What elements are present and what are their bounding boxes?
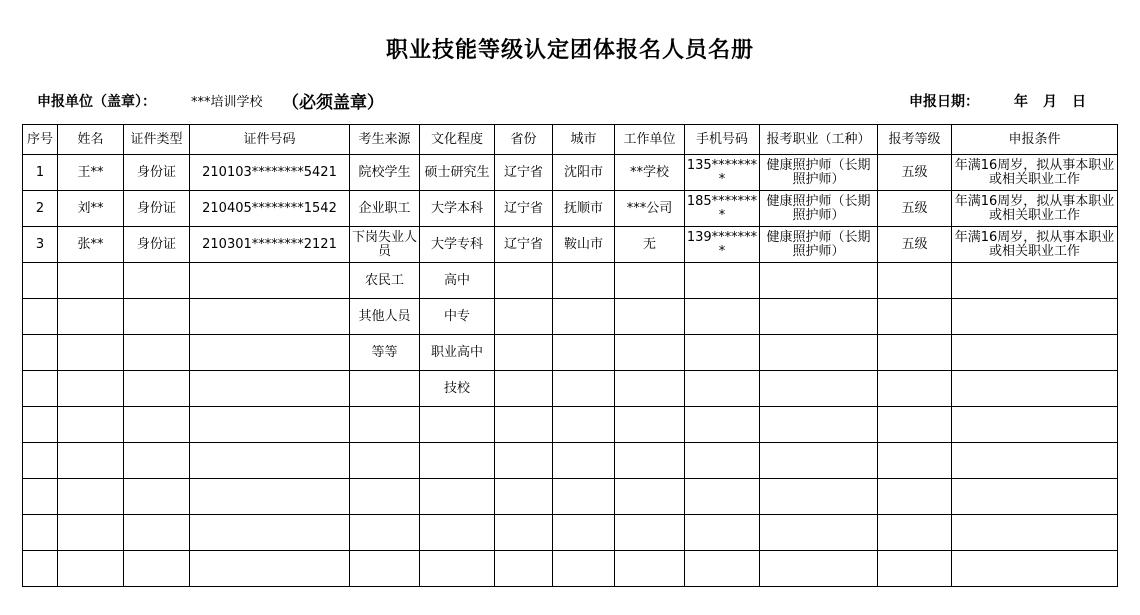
- cell-province: [495, 407, 553, 443]
- cell-province: [495, 443, 553, 479]
- cell-level: [878, 335, 952, 371]
- cell-id-type: [124, 371, 190, 407]
- cell-id-type: 身份证: [124, 155, 190, 191]
- cell-index: [23, 371, 58, 407]
- cell-education: [420, 479, 495, 515]
- cell-id-type: [124, 551, 190, 587]
- cell-occupation: [760, 371, 878, 407]
- cell-province: [495, 299, 553, 335]
- cell-education: 高中: [420, 263, 495, 299]
- cell-level: [878, 479, 952, 515]
- col-header-id-type: 证件类型: [124, 125, 190, 155]
- form-title: 职业技能等级认定团体报名人员名册: [385, 38, 754, 63]
- col-header-education: 文化程度: [420, 125, 495, 155]
- cell-employer: 无: [615, 227, 685, 263]
- cell-province: 辽宁省: [495, 191, 553, 227]
- cell-city: [553, 371, 615, 407]
- cell-phone: [685, 443, 760, 479]
- cell-name: [58, 407, 124, 443]
- cell-id-number: [190, 551, 350, 587]
- cell-conditions: 年满16周岁，拟从事本职业或相关职业工作: [952, 155, 1118, 191]
- cell-phone: [685, 335, 760, 371]
- cell-province: [495, 371, 553, 407]
- col-header-index: 序号: [23, 125, 58, 155]
- cell-level: 五级: [878, 191, 952, 227]
- cell-source: 院校学生: [350, 155, 420, 191]
- cell-employer: [615, 515, 685, 551]
- cell-province: [495, 479, 553, 515]
- cell-city: 抚顺市: [553, 191, 615, 227]
- table-row: [23, 155, 1118, 191]
- cell-city: 鞍山市: [553, 227, 615, 263]
- cell-source: 等等: [350, 335, 420, 371]
- cell-education: 技校: [420, 371, 495, 407]
- cell-phone: 135********: [685, 155, 760, 191]
- cell-city: [553, 335, 615, 371]
- cell-source: [350, 443, 420, 479]
- cell-level: [878, 515, 952, 551]
- cell-level: [878, 443, 952, 479]
- table-row: [23, 479, 1118, 515]
- cell-level: [878, 407, 952, 443]
- roster-table: [22, 124, 1118, 587]
- cell-source: 下岗失业人员: [350, 227, 420, 263]
- cell-id-number: [190, 371, 350, 407]
- cell-conditions: [952, 371, 1118, 407]
- cell-occupation: 健康照护师（长期照护师）: [760, 227, 878, 263]
- cell-province: [495, 335, 553, 371]
- cell-source: [350, 479, 420, 515]
- cell-conditions: [952, 443, 1118, 479]
- cell-occupation: [760, 335, 878, 371]
- roster-body: [23, 155, 1118, 587]
- cell-phone: [685, 371, 760, 407]
- cell-education: 大学本科: [420, 191, 495, 227]
- cell-id-number: 210103********5421: [190, 155, 350, 191]
- cell-employer: [615, 335, 685, 371]
- col-header-phone: 手机号码: [685, 125, 760, 155]
- table-row: [23, 443, 1118, 479]
- cell-conditions: [952, 299, 1118, 335]
- cell-id-number: [190, 299, 350, 335]
- cell-phone: 139********: [685, 227, 760, 263]
- cell-education: 大学专科: [420, 227, 495, 263]
- cell-education: 职业高中: [420, 335, 495, 371]
- table-row: [23, 551, 1118, 587]
- cell-conditions: [952, 515, 1118, 551]
- cell-id-number: [190, 407, 350, 443]
- cell-education: [420, 407, 495, 443]
- cell-city: [553, 551, 615, 587]
- stamp-required-note: （必须盖章）: [282, 93, 384, 113]
- col-header-id-number: 证件号码: [190, 125, 350, 155]
- table-row: [23, 515, 1118, 551]
- col-header-source: 考生来源: [350, 125, 420, 155]
- cell-education: 中专: [420, 299, 495, 335]
- cell-occupation: [760, 299, 878, 335]
- cell-province: 辽宁省: [495, 155, 553, 191]
- cell-employer: [615, 299, 685, 335]
- cell-employer: [615, 371, 685, 407]
- applicant-unit-label: 申报单位（盖章）：: [37, 94, 156, 110]
- cell-id-number: [190, 515, 350, 551]
- cell-education: [420, 443, 495, 479]
- cell-index: [23, 515, 58, 551]
- cell-index: 2: [23, 191, 58, 227]
- cell-phone: [685, 299, 760, 335]
- cell-city: [553, 515, 615, 551]
- apply-date-label: 申报日期：: [909, 94, 979, 110]
- date-month-label: 月: [1043, 94, 1057, 110]
- table-row: [23, 299, 1118, 335]
- cell-source: 其他人员: [350, 299, 420, 335]
- cell-source: [350, 407, 420, 443]
- cell-index: [23, 443, 58, 479]
- cell-employer: **学校: [615, 155, 685, 191]
- table-row: [23, 407, 1118, 443]
- col-header-employer: 工作单位: [615, 125, 685, 155]
- cell-source: [350, 371, 420, 407]
- cell-occupation: [760, 263, 878, 299]
- cell-id-type: [124, 263, 190, 299]
- cell-id-type: 身份证: [124, 227, 190, 263]
- cell-source: 农民工: [350, 263, 420, 299]
- cell-index: 3: [23, 227, 58, 263]
- cell-city: [553, 443, 615, 479]
- date-year-label: 年: [1014, 94, 1028, 110]
- cell-name: 刘**: [58, 191, 124, 227]
- cell-id-type: [124, 299, 190, 335]
- cell-employer: [615, 551, 685, 587]
- cell-id-number: [190, 479, 350, 515]
- cell-employer: ***公司: [615, 191, 685, 227]
- cell-conditions: 年满16周岁，拟从事本职业或相关职业工作: [952, 191, 1118, 227]
- cell-level: [878, 299, 952, 335]
- cell-occupation: [760, 407, 878, 443]
- cell-province: 辽宁省: [495, 227, 553, 263]
- cell-occupation: [760, 515, 878, 551]
- table-header-row: [23, 125, 1118, 155]
- cell-city: [553, 407, 615, 443]
- cell-id-type: [124, 479, 190, 515]
- cell-id-number: [190, 443, 350, 479]
- cell-id-type: 身份证: [124, 191, 190, 227]
- applicant-unit-value: ***培训学校: [191, 95, 263, 110]
- cell-education: [420, 551, 495, 587]
- cell-city: [553, 299, 615, 335]
- cell-occupation: [760, 551, 878, 587]
- cell-id-type: [124, 407, 190, 443]
- cell-source: [350, 515, 420, 551]
- cell-index: [23, 479, 58, 515]
- cell-index: [23, 407, 58, 443]
- cell-city: 沈阳市: [553, 155, 615, 191]
- cell-education: 硕士研究生: [420, 155, 495, 191]
- cell-id-number: 210301********2121: [190, 227, 350, 263]
- col-header-province: 省份: [495, 125, 553, 155]
- cell-phone: [685, 515, 760, 551]
- table-row: [23, 263, 1118, 299]
- cell-level: [878, 263, 952, 299]
- table-row: [23, 371, 1118, 407]
- col-header-conditions: 申报条件: [952, 125, 1118, 155]
- cell-phone: [685, 479, 760, 515]
- cell-occupation: [760, 479, 878, 515]
- cell-province: [495, 551, 553, 587]
- cell-index: [23, 551, 58, 587]
- cell-city: [553, 263, 615, 299]
- cell-name: 张**: [58, 227, 124, 263]
- cell-conditions: [952, 335, 1118, 371]
- cell-name: [58, 551, 124, 587]
- cell-employer: [615, 263, 685, 299]
- cell-name: [58, 371, 124, 407]
- cell-name: [58, 299, 124, 335]
- cell-index: [23, 263, 58, 299]
- table-row: [23, 335, 1118, 371]
- cell-conditions: [952, 479, 1118, 515]
- cell-education: [420, 515, 495, 551]
- cell-occupation: [760, 443, 878, 479]
- cell-level: 五级: [878, 155, 952, 191]
- cell-phone: 185********: [685, 191, 760, 227]
- cell-index: [23, 299, 58, 335]
- cell-province: [495, 263, 553, 299]
- cell-id-number: [190, 335, 350, 371]
- cell-source: [350, 551, 420, 587]
- date-day-label: 日: [1072, 94, 1086, 110]
- cell-phone: [685, 551, 760, 587]
- cell-id-number: [190, 263, 350, 299]
- cell-name: 王**: [58, 155, 124, 191]
- cell-index: 1: [23, 155, 58, 191]
- col-header-city: 城市: [553, 125, 615, 155]
- cell-province: [495, 515, 553, 551]
- cell-phone: [685, 263, 760, 299]
- cell-level: [878, 371, 952, 407]
- cell-id-number: 210405********1542: [190, 191, 350, 227]
- cell-conditions: [952, 263, 1118, 299]
- cell-phone: [685, 407, 760, 443]
- cell-employer: [615, 479, 685, 515]
- cell-id-type: [124, 335, 190, 371]
- cell-id-type: [124, 443, 190, 479]
- cell-conditions: [952, 407, 1118, 443]
- cell-level: [878, 551, 952, 587]
- cell-name: [58, 335, 124, 371]
- cell-employer: [615, 407, 685, 443]
- cell-index: [23, 335, 58, 371]
- col-header-occupation: 报考职业（工种）: [760, 125, 878, 155]
- cell-id-type: [124, 515, 190, 551]
- cell-conditions: 年满16周岁，拟从事本职业或相关职业工作: [952, 227, 1118, 263]
- cell-city: [553, 479, 615, 515]
- cell-conditions: [952, 551, 1118, 587]
- cell-name: [58, 443, 124, 479]
- cell-occupation: 健康照护师（长期照护师）: [760, 191, 878, 227]
- col-header-name: 姓名: [58, 125, 124, 155]
- cell-name: [58, 263, 124, 299]
- cell-name: [58, 515, 124, 551]
- table-row: [23, 227, 1118, 263]
- cell-source: 企业职工: [350, 191, 420, 227]
- cell-name: [58, 479, 124, 515]
- table-row: [23, 191, 1118, 227]
- cell-level: 五级: [878, 227, 952, 263]
- cell-occupation: 健康照护师（长期照护师）: [760, 155, 878, 191]
- col-header-level: 报考等级: [878, 125, 952, 155]
- cell-employer: [615, 443, 685, 479]
